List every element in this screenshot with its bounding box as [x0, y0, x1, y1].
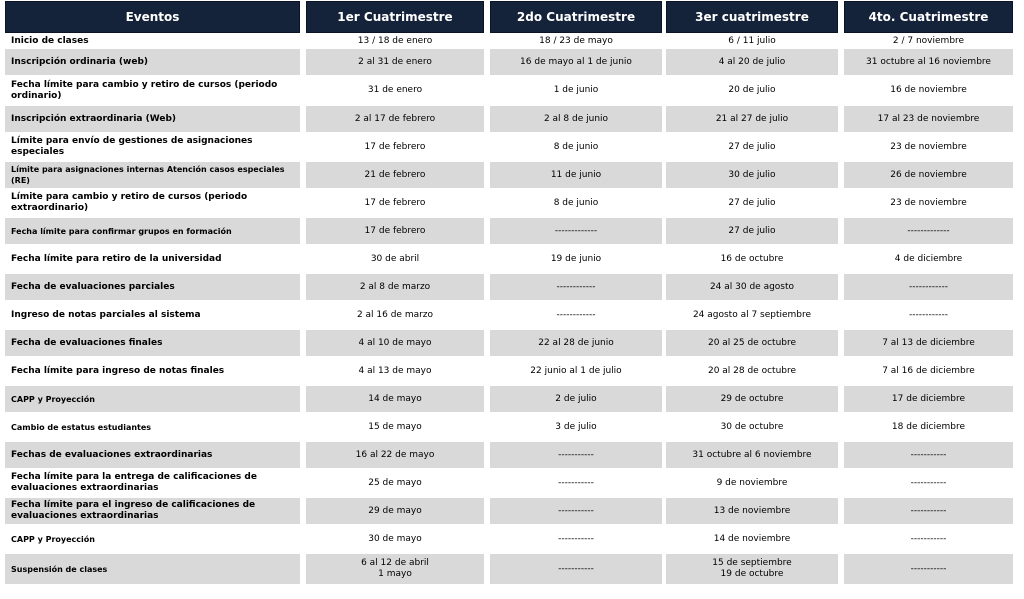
event-name-cell: Límite para envío de gestiones de asignaciones especiales [11, 136, 253, 157]
event-name-cell: Límite para asignaciones internas Atención casos especiales (RE) [5, 162, 300, 188]
date-cell-c2: 11 de junio [490, 162, 662, 188]
date-cell-c2: ------------ [556, 309, 596, 320]
date-cell-c2: ------------ [490, 274, 662, 300]
date-cell-c1: 2 al 31 de enero [306, 49, 484, 75]
date-cell-c1: 29 de mayo [306, 498, 484, 524]
event-name-cell: Fecha límite para ingreso de notas finales [11, 365, 225, 376]
event-name-cell: Fechas de evaluaciones extraordinarias [5, 442, 300, 468]
date-cell-c1: 2 al 16 de marzo [356, 309, 434, 320]
date-cell-c4: 7 al 16 de diciembre [882, 365, 975, 376]
date-cell-c1: 15 de mayo [368, 421, 422, 432]
date-cell-c2: ----------- [490, 442, 662, 468]
date-cell-c2: 19 de junio [550, 253, 602, 264]
date-cell-c3: 14 de noviembre [713, 533, 791, 544]
event-name-cell: Fecha límite para retiro de la universidad [11, 253, 222, 264]
date-cell-c4: ----------- [910, 533, 947, 544]
date-cell-c1: 16 al 22 de mayo [306, 442, 484, 468]
table-row [5, 218, 1013, 244]
date-cell-c1: 31 de enero [367, 85, 423, 95]
table-row [5, 244, 1013, 274]
table-row [5, 468, 1013, 498]
date-cell-c3: 16 de octubre [720, 253, 784, 264]
event-name-cell: Límite para cambio y retiro de cursos (periodo extraordinario) [11, 192, 248, 213]
date-cell-c1: 13 / 18 de enero [357, 35, 433, 46]
date-cell-c4: 23 de noviembre [890, 197, 967, 208]
date-cell-c1: 25 de mayo [368, 477, 422, 488]
date-cell-c3: 24 agosto al 7 septiembre [692, 309, 812, 320]
date-cell-c1: 21 de febrero [306, 162, 484, 188]
date-cell-c3: 31 octubre al 6 noviembre [666, 442, 838, 468]
date-cell-c2: 8 de junio [553, 197, 599, 208]
date-cell-c4: ----------- [844, 498, 1013, 524]
event-name-cell: Fecha de evaluaciones parciales [5, 274, 300, 300]
date-cell-c4: 17 al 23 de noviembre [844, 106, 1013, 132]
date-cell-c3: 6 / 11 julio [728, 35, 776, 46]
date-cell-c2: ----------- [558, 477, 594, 488]
date-cell-c3: 30 de octubre [720, 421, 784, 432]
table-row [5, 188, 1013, 218]
date-cell-c3: 4 al 20 de julio [666, 49, 838, 75]
header-cuatrimestre-3: 3er cuatrimestre [666, 1, 838, 33]
table-row [5, 386, 1013, 412]
event-name-cell: Fecha de evaluaciones finales [5, 330, 300, 356]
table-row [5, 442, 1013, 468]
event-name-cell: Cambio de estatus estudiantes [11, 422, 152, 432]
date-cell-c2: 16 de mayo al 1 de junio [490, 49, 662, 75]
table-row [5, 106, 1013, 132]
date-cell-c3: 9 de noviembre [716, 477, 788, 488]
date-cell-c1: 2 al 8 de marzo [306, 274, 484, 300]
table-row [5, 132, 1013, 162]
date-cell-c1: 17 de febrero [364, 141, 426, 152]
table-row [5, 162, 1013, 188]
date-cell-c4: 16 de noviembre [890, 85, 967, 95]
date-cell-c4: 17 de diciembre [844, 386, 1013, 412]
header-cuatrimestre-4: 4to. Cuatrimestre [844, 1, 1013, 33]
date-cell-c4: 31 octubre al 16 noviembre [844, 49, 1013, 75]
date-cell-c1: 17 de febrero [306, 218, 484, 244]
date-cell-c3: 20 al 28 de octubre [707, 365, 797, 376]
date-cell-c3: 21 al 27 de julio [666, 106, 838, 132]
date-cell-c1: 4 al 10 de mayo [306, 330, 484, 356]
header-eventos: Eventos [5, 1, 300, 33]
event-name-cell: Fecha límite para el ingreso de calificaciones de evaluaciones extraordinarias [5, 498, 300, 524]
table-row [5, 300, 1013, 330]
table-row [5, 330, 1013, 356]
date-cell-c3: 30 de julio [666, 162, 838, 188]
header-cuatrimestre-2: 2do Cuatrimestre [490, 1, 662, 33]
event-name-cell: Inscripción ordinaria (web) [5, 49, 300, 75]
date-cell-c3: 27 de julio [666, 218, 838, 244]
event-name-cell: Inicio de clases [11, 35, 89, 46]
date-cell-c2: 2 al 8 de junio [490, 106, 662, 132]
date-cell-c4: 18 de diciembre [891, 421, 966, 432]
table-row [5, 412, 1013, 442]
calendar-table [5, 1, 1013, 584]
event-name-cell: Fecha límite para cambio y retiro de cursos (periodo ordinario) [11, 79, 278, 101]
date-cell-c2: ----------- [490, 498, 662, 524]
date-cell-c4: 4 de diciembre [894, 253, 963, 264]
event-name-cell: Ingreso de notas parciales al sistema [11, 309, 201, 320]
date-cell-c4: ------------ [844, 274, 1013, 300]
date-cell-c4: ----------- [844, 554, 1013, 584]
table-header [5, 1, 1013, 33]
date-cell-c2: 3 de julio [555, 421, 597, 432]
header-cuatrimestre-1: 1er Cuatrimestre [306, 1, 484, 33]
date-cell-c2: 1 de junio [553, 85, 599, 95]
table-row [5, 554, 1013, 584]
event-name-cell: CAPP y Proyección [5, 386, 300, 412]
event-name-cell: Fecha límite para confirmar grupos en formación [5, 218, 300, 244]
table-body [5, 33, 1013, 584]
event-name-cell: CAPP y Proyección [11, 534, 95, 544]
date-cell-c3: 20 de julio [728, 85, 776, 95]
date-cell-c2: 8 de junio [553, 141, 599, 152]
table-row [5, 75, 1013, 106]
date-cell-c2: ------------- [490, 218, 662, 244]
date-cell-c1: 30 de abril [370, 253, 420, 264]
event-name-cell: Inscripción extraordinaria (Web) [5, 106, 300, 132]
date-cell-c1: 14 de mayo [306, 386, 484, 412]
date-cell-c4: 26 de noviembre [844, 162, 1013, 188]
date-cell-c4: ------------- [844, 218, 1013, 244]
date-cell-c3: 15 de septiembre 19 de octubre [666, 554, 838, 584]
date-cell-c3: 29 de octubre [666, 386, 838, 412]
date-cell-c4: 7 al 13 de diciembre [844, 330, 1013, 356]
date-cell-c3: 27 de julio [728, 197, 776, 208]
table-row [5, 274, 1013, 300]
date-cell-c3: 13 de noviembre [666, 498, 838, 524]
table-row [5, 524, 1013, 554]
date-cell-c2: 22 al 28 de junio [490, 330, 662, 356]
date-cell-c3: 20 al 25 de octubre [666, 330, 838, 356]
date-cell-c1: 2 al 17 de febrero [306, 106, 484, 132]
event-name-cell: Suspensión de clases [5, 554, 300, 584]
table-row [5, 356, 1013, 386]
date-cell-c4: 23 de noviembre [890, 141, 967, 152]
date-cell-c1: 17 de febrero [364, 197, 426, 208]
date-cell-c2: 22 junio al 1 de julio [530, 365, 622, 376]
date-cell-c4: ----------- [844, 442, 1013, 468]
date-cell-c3: 27 de julio [728, 141, 776, 152]
table-row [5, 33, 1013, 49]
date-cell-c2: ----------- [490, 554, 662, 584]
date-cell-c4: ----------- [910, 477, 947, 488]
date-cell-c1: 30 de mayo [368, 533, 422, 544]
date-cell-c3: 24 al 30 de agosto [666, 274, 838, 300]
table-row [5, 498, 1013, 524]
date-cell-c2: ----------- [558, 533, 594, 544]
event-name-cell: Fecha límite para la entrega de calificaciones de evaluaciones extraordinarias [11, 472, 257, 493]
date-cell-c4: ------------ [909, 309, 948, 320]
date-cell-c4: 2 / 7 noviembre [892, 35, 965, 46]
date-cell-c1: 4 al 13 de mayo [358, 365, 432, 376]
date-cell-c2: 2 de julio [490, 386, 662, 412]
date-cell-c2: 18 / 23 de mayo [539, 35, 613, 46]
table-row [5, 49, 1013, 75]
date-cell-c1: 6 al 12 de abril 1 mayo [306, 554, 484, 584]
